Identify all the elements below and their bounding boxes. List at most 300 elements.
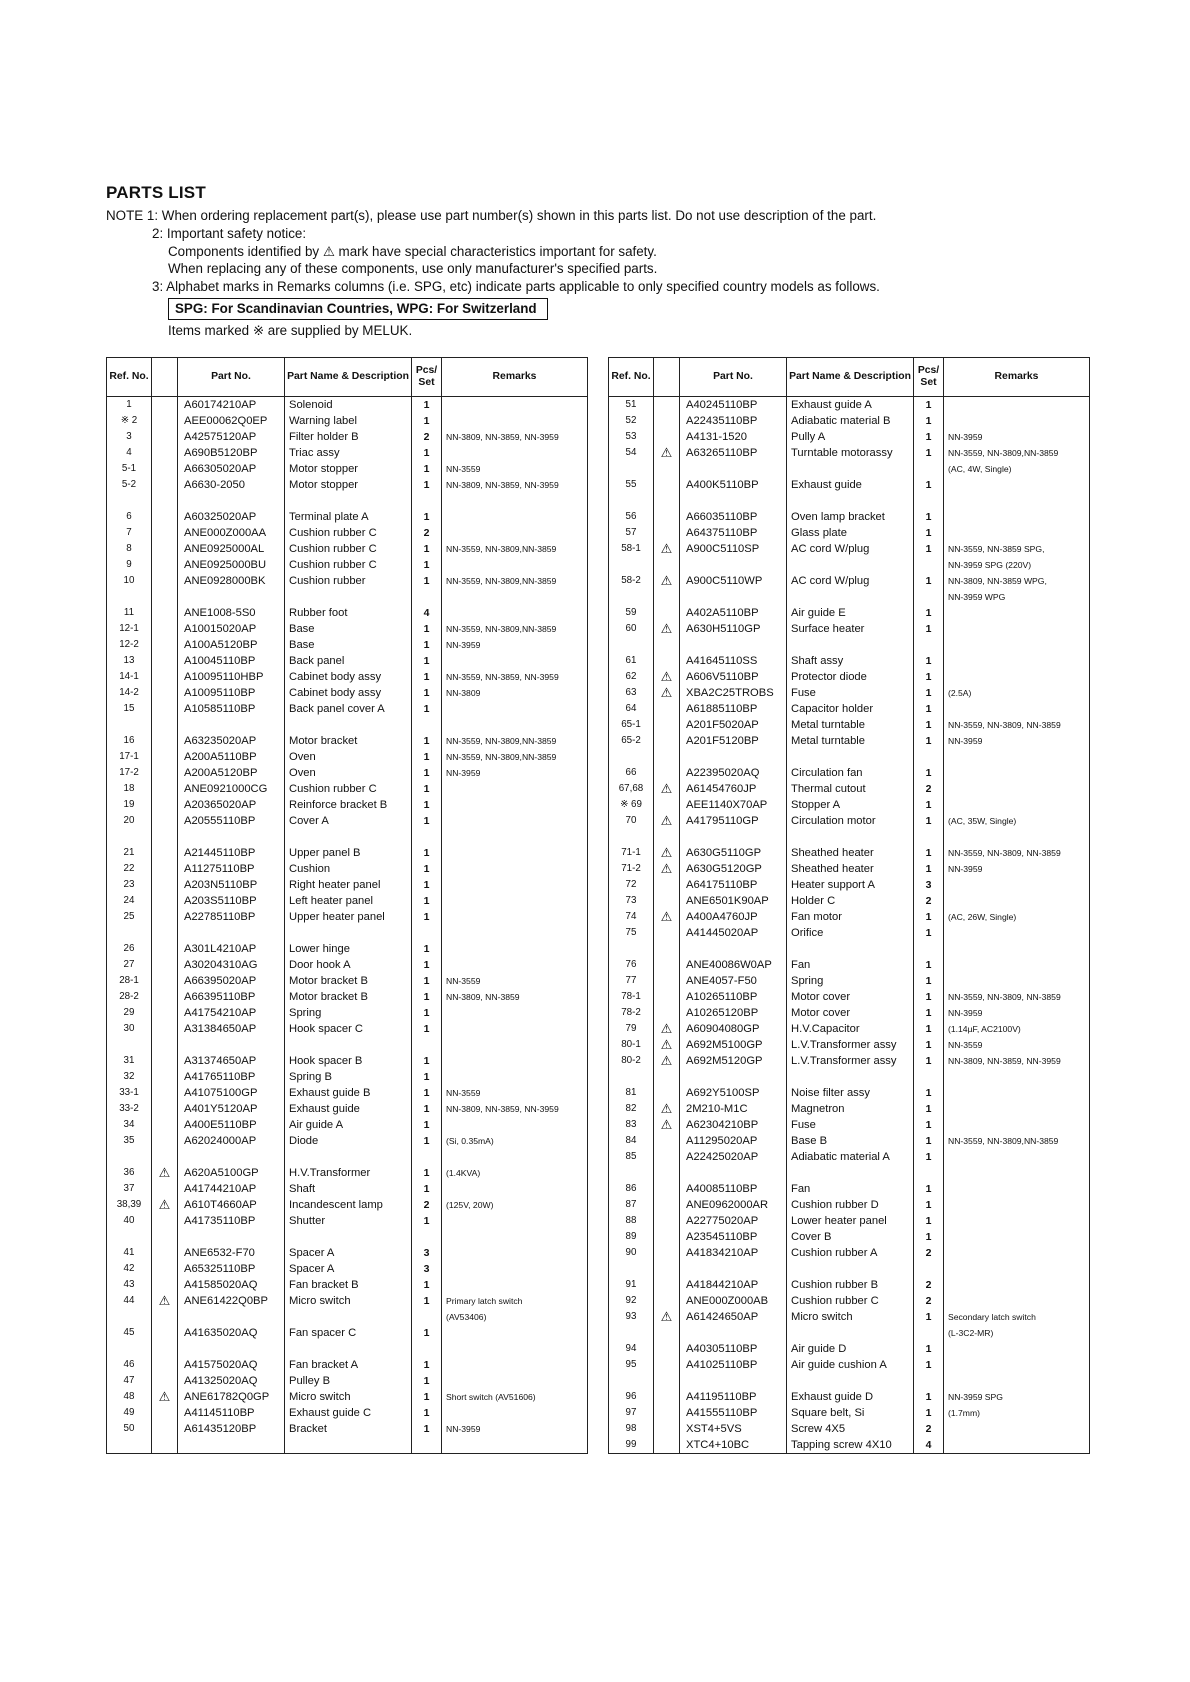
qty-cell: 1	[412, 893, 442, 909]
remarks-cell	[442, 909, 588, 925]
qty-cell	[412, 589, 442, 605]
ref-cell: 61	[609, 653, 654, 669]
safety-mark-icon	[654, 1197, 680, 1213]
table-row	[609, 925, 1090, 941]
description-cell: Cushion rubber C	[285, 541, 412, 557]
table-row	[609, 957, 1090, 973]
safety-mark-icon: ⚠	[654, 861, 680, 877]
ref-cell	[609, 557, 654, 573]
table-row	[107, 1005, 588, 1021]
header-remarks: Remarks	[442, 358, 588, 397]
description-cell: Magnetron	[787, 1101, 914, 1117]
qty-cell: 1	[412, 1357, 442, 1373]
part-no-cell: A610T4660AP	[178, 1197, 285, 1213]
qty-cell: 1	[412, 1101, 442, 1117]
ref-cell	[609, 1261, 654, 1277]
safety-mark-icon: ⚠	[654, 1101, 680, 1117]
description-cell: Cushion rubber A	[787, 1245, 914, 1261]
remarks-cell	[944, 1069, 1090, 1085]
qty-cell: 1	[914, 1101, 944, 1117]
ref-cell: 12-1	[107, 621, 152, 637]
ref-cell	[609, 1069, 654, 1085]
header-mark	[152, 358, 178, 397]
note-2-a: Components identified by ⚠ mark have special characteristics important for safety.	[168, 243, 657, 259]
qty-cell: 1	[914, 957, 944, 973]
description-cell: Fuse	[787, 1117, 914, 1133]
safety-mark-icon: ⚠	[654, 541, 680, 557]
safety-mark-icon	[654, 413, 680, 429]
ref-cell: 71-2	[609, 861, 654, 877]
table-row	[107, 1213, 588, 1229]
part-no-cell: A63235020AP	[178, 733, 285, 749]
ref-cell: 78-1	[609, 989, 654, 1005]
remarks-cell	[442, 1213, 588, 1229]
qty-cell: 1	[412, 909, 442, 925]
qty-cell	[412, 717, 442, 733]
ref-cell: 37	[107, 1181, 152, 1197]
remarks-cell	[944, 1149, 1090, 1165]
description-cell: Thermal cutout	[787, 781, 914, 797]
qty-cell: 1	[412, 685, 442, 701]
ref-cell: 83	[609, 1117, 654, 1133]
part-no-cell: A402A5110BP	[680, 605, 787, 621]
description-cell: Cushion	[285, 861, 412, 877]
safety-mark-icon	[152, 893, 178, 909]
safety-mark-icon	[152, 1101, 178, 1117]
qty-cell	[412, 1037, 442, 1053]
safety-mark-icon	[152, 557, 178, 573]
safety-mark-icon	[152, 829, 178, 845]
qty-cell: 1	[914, 1357, 944, 1373]
qty-cell: 1	[412, 1133, 442, 1149]
ref-cell: 5-2	[107, 477, 152, 493]
safety-mark-icon	[152, 1245, 178, 1261]
qty-cell: 1	[914, 1405, 944, 1421]
remarks-cell	[442, 525, 588, 541]
part-no-cell: A201F5020AP	[680, 717, 787, 733]
description-cell: Warning label	[285, 413, 412, 429]
remarks-cell	[944, 877, 1090, 893]
description-cell	[285, 1229, 412, 1245]
table-row	[609, 1085, 1090, 1101]
safety-mark-icon	[654, 1069, 680, 1085]
safety-mark-icon	[152, 1373, 178, 1389]
qty-cell: 1	[914, 1309, 944, 1325]
ref-cell: 9	[107, 557, 152, 573]
table-row	[107, 717, 588, 733]
table-row	[609, 413, 1090, 429]
part-no-cell	[680, 941, 787, 957]
remarks-cell	[442, 397, 588, 414]
description-cell: Air guide cushion A	[787, 1357, 914, 1373]
safety-mark-icon	[654, 509, 680, 525]
safety-mark-icon: ⚠	[654, 909, 680, 925]
description-cell: Lower hinge	[285, 941, 412, 957]
remarks-cell	[442, 557, 588, 573]
description-cell: Motor bracket	[285, 733, 412, 749]
safety-mark-icon	[654, 1149, 680, 1165]
remarks-cell: (AC, 35W, Single)	[944, 813, 1090, 829]
remarks-cell	[944, 893, 1090, 909]
ref-cell: 32	[107, 1069, 152, 1085]
qty-cell: 1	[914, 925, 944, 941]
table-row	[107, 861, 588, 877]
qty-cell	[412, 1341, 442, 1357]
ref-cell: 72	[609, 877, 654, 893]
safety-mark-icon: ⚠	[654, 1117, 680, 1133]
safety-mark-icon	[654, 701, 680, 717]
parts-table-left-body	[107, 397, 588, 1454]
remarks-cell	[944, 1181, 1090, 1197]
part-no-cell: A22435110BP	[680, 413, 787, 429]
remarks-cell	[944, 477, 1090, 493]
part-no-cell: A630G5120GP	[680, 861, 787, 877]
description-cell: AC cord W/plug	[787, 573, 914, 589]
part-no-cell: A11295020AP	[680, 1133, 787, 1149]
part-no-cell: ANE0921000CG	[178, 781, 285, 797]
table-row	[107, 1101, 588, 1117]
remarks-cell	[442, 1037, 588, 1053]
ref-cell: 27	[107, 957, 152, 973]
remarks-cell	[944, 1373, 1090, 1389]
qty-cell: 1	[914, 1053, 944, 1069]
remarks-cell: NN-3559	[442, 973, 588, 989]
ref-cell: 41	[107, 1245, 152, 1261]
ref-cell	[107, 925, 152, 941]
qty-cell: 1	[914, 1005, 944, 1021]
remarks-cell	[944, 621, 1090, 637]
header-ref: Ref. No.	[609, 358, 654, 397]
part-no-cell: A41834210AP	[680, 1245, 787, 1261]
part-no-cell: A41575020AQ	[178, 1357, 285, 1373]
qty-cell: 1	[412, 413, 442, 429]
description-cell: Micro switch	[285, 1293, 412, 1309]
safety-mark-icon: ⚠	[654, 813, 680, 829]
ref-cell: ※ 2	[107, 413, 152, 429]
qty-cell: 1	[412, 861, 442, 877]
part-no-cell: A6630-2050	[178, 477, 285, 493]
table-row	[107, 1293, 588, 1309]
table-row	[609, 1165, 1090, 1181]
parts-table-left	[106, 357, 588, 1454]
safety-mark-icon	[152, 781, 178, 797]
qty-cell: 1	[412, 541, 442, 557]
remarks-cell	[944, 1261, 1090, 1277]
qty-cell: 1	[412, 1181, 442, 1197]
ref-cell: 67,68	[609, 781, 654, 797]
ref-cell	[107, 1037, 152, 1053]
page-title: PARTS LIST	[106, 183, 206, 202]
description-cell: Orifice	[787, 925, 914, 941]
ref-cell	[609, 941, 654, 957]
safety-mark-icon	[654, 829, 680, 845]
qty-cell: 1	[412, 765, 442, 781]
qty-cell: 1	[914, 1389, 944, 1405]
remarks-cell	[442, 957, 588, 973]
table-row	[609, 877, 1090, 893]
table-row	[107, 509, 588, 525]
table-row	[609, 765, 1090, 781]
remarks-cell	[944, 829, 1090, 845]
description-cell: Door hook A	[285, 957, 412, 973]
remarks-cell: NN-3809, NN-3859, NN-3959	[442, 477, 588, 493]
description-cell: Adiabatic material A	[787, 1149, 914, 1165]
remarks-cell: NN-3959	[944, 861, 1090, 877]
ref-cell	[107, 1437, 152, 1454]
ref-cell: 11	[107, 605, 152, 621]
part-no-cell	[680, 1261, 787, 1277]
ref-cell: 7	[107, 525, 152, 541]
remarks-cell	[944, 669, 1090, 685]
remarks-cell: NN-3559	[442, 461, 588, 477]
qty-cell: 1	[914, 1341, 944, 1357]
remarks-cell	[442, 605, 588, 621]
ref-cell: 5-1	[107, 461, 152, 477]
description-cell	[787, 1373, 914, 1389]
part-no-cell: ANE000Z000AB	[680, 1293, 787, 1309]
part-no-cell: A41635020AQ	[178, 1325, 285, 1341]
table-row	[107, 605, 588, 621]
safety-mark-icon	[152, 941, 178, 957]
description-cell: L.V.Transformer assy	[787, 1037, 914, 1053]
safety-mark-icon	[152, 1053, 178, 1069]
table-row	[107, 1357, 588, 1373]
part-no-cell	[680, 1373, 787, 1389]
description-cell: Cabinet body assy	[285, 685, 412, 701]
safety-mark-icon	[152, 1229, 178, 1245]
part-no-cell: A66395020AP	[178, 973, 285, 989]
remarks-cell: NN-3559, NN-3809,NN-3859	[442, 541, 588, 557]
table-row	[609, 1245, 1090, 1261]
description-cell: Solenoid	[285, 397, 412, 414]
table-row	[107, 813, 588, 829]
table-row	[609, 845, 1090, 861]
description-cell: Fuse	[787, 685, 914, 701]
ref-cell: 74	[609, 909, 654, 925]
ref-cell: 97	[609, 1405, 654, 1421]
qty-cell: 3	[412, 1261, 442, 1277]
remarks-cell	[944, 525, 1090, 541]
ref-cell: 13	[107, 653, 152, 669]
table-row	[609, 1437, 1090, 1454]
qty-cell: 1	[412, 1085, 442, 1101]
ref-cell: 22	[107, 861, 152, 877]
qty-cell: 1	[914, 989, 944, 1005]
remarks-cell	[944, 413, 1090, 429]
part-no-cell: A10265120BP	[680, 1005, 787, 1021]
table-row	[609, 909, 1090, 925]
remarks-cell	[944, 1085, 1090, 1101]
table-row	[107, 1053, 588, 1069]
remarks-cell	[442, 717, 588, 733]
ref-cell: 25	[107, 909, 152, 925]
table-row	[107, 637, 588, 653]
safety-mark-icon	[654, 1085, 680, 1101]
qty-cell: 1	[914, 973, 944, 989]
description-cell: Upper panel B	[285, 845, 412, 861]
qty-cell: 1	[412, 477, 442, 493]
remarks-cell: (1.14µF, AC2100V)	[944, 1021, 1090, 1037]
remarks-cell: Primary latch switch	[442, 1293, 588, 1309]
description-cell: Motor bracket B	[285, 989, 412, 1005]
remarks-cell	[442, 1325, 588, 1341]
description-cell: Oven	[285, 765, 412, 781]
safety-mark-icon	[654, 1437, 680, 1454]
table-row	[609, 1037, 1090, 1053]
qty-cell: 1	[914, 1229, 944, 1245]
description-cell: Noise filter assy	[787, 1085, 914, 1101]
header-description: Part Name & Description	[285, 358, 412, 397]
table-row	[609, 1325, 1090, 1341]
remarks-cell	[442, 1053, 588, 1069]
parts-table-right-body	[609, 397, 1090, 1454]
description-cell	[787, 1261, 914, 1277]
remarks-cell: NN-3559, NN-3809, NN-3859	[944, 845, 1090, 861]
safety-mark-icon	[654, 1325, 680, 1341]
table-row	[609, 1357, 1090, 1373]
safety-mark-icon	[152, 1437, 178, 1454]
description-cell: Fan bracket B	[285, 1277, 412, 1293]
description-cell: Left heater panel	[285, 893, 412, 909]
table-row	[107, 701, 588, 717]
description-cell: Motor stopper	[285, 477, 412, 493]
table-row	[107, 909, 588, 925]
remarks-cell	[442, 845, 588, 861]
part-no-cell: A4131-1520	[680, 429, 787, 445]
qty-cell: 1	[412, 557, 442, 573]
qty-cell: 1	[412, 653, 442, 669]
qty-cell	[914, 461, 944, 477]
qty-cell: 1	[914, 1021, 944, 1037]
table-row	[609, 541, 1090, 557]
table-row	[609, 1197, 1090, 1213]
safety-mark-icon	[152, 1357, 178, 1373]
safety-mark-icon	[654, 653, 680, 669]
table-row	[609, 653, 1090, 669]
part-no-cell: A10095110HBP	[178, 669, 285, 685]
qty-cell: 2	[914, 1277, 944, 1293]
ref-cell: 30	[107, 1021, 152, 1037]
qty-cell: 2	[914, 781, 944, 797]
qty-cell	[914, 941, 944, 957]
part-no-cell: A10265110BP	[680, 989, 787, 1005]
safety-mark-icon: ⚠	[654, 685, 680, 701]
safety-mark-icon	[152, 445, 178, 461]
safety-mark-icon	[152, 749, 178, 765]
qty-cell: 1	[412, 1293, 442, 1309]
safety-mark-icon	[152, 1133, 178, 1149]
safety-mark-icon	[152, 717, 178, 733]
part-no-cell: A900C5110SP	[680, 541, 787, 557]
remarks-cell	[442, 1229, 588, 1245]
description-cell	[285, 1341, 412, 1357]
safety-mark-icon	[152, 925, 178, 941]
part-no-cell: A401Y5120AP	[178, 1101, 285, 1117]
part-no-cell: 2M210-M1C	[680, 1101, 787, 1117]
ref-cell: 46	[107, 1357, 152, 1373]
description-cell: Base B	[787, 1133, 914, 1149]
qty-cell: 1	[914, 509, 944, 525]
ref-cell: 65-1	[609, 717, 654, 733]
table-row	[609, 1421, 1090, 1437]
qty-cell: 1	[412, 877, 442, 893]
qty-cell: 1	[412, 1213, 442, 1229]
remarks-cell	[442, 941, 588, 957]
remarks-cell	[442, 653, 588, 669]
safety-mark-icon	[152, 813, 178, 829]
safety-mark-icon: ⚠	[654, 781, 680, 797]
ref-cell: 15	[107, 701, 152, 717]
description-cell: Cover A	[285, 813, 412, 829]
remarks-cell	[442, 493, 588, 509]
description-cell: Cushion rubber C	[285, 557, 412, 573]
ref-cell	[609, 1373, 654, 1389]
table-row	[107, 1373, 588, 1389]
table-row	[609, 477, 1090, 493]
table-row	[107, 1117, 588, 1133]
ref-cell	[107, 829, 152, 845]
safety-mark-icon	[152, 413, 178, 429]
ref-cell	[107, 1229, 152, 1245]
table-row	[609, 445, 1090, 461]
safety-mark-icon: ⚠	[654, 669, 680, 685]
table-row	[609, 685, 1090, 701]
qty-cell: 1	[914, 1117, 944, 1133]
remarks-cell	[944, 1229, 1090, 1245]
remarks-cell: (1.4KVA)	[442, 1165, 588, 1181]
ref-cell	[609, 589, 654, 605]
table-row	[609, 557, 1090, 573]
part-no-cell: A30204310AG	[178, 957, 285, 973]
safety-mark-icon	[152, 1085, 178, 1101]
remarks-cell: (1.7mm)	[944, 1405, 1090, 1421]
table-row	[609, 1277, 1090, 1293]
part-no-cell	[178, 1309, 285, 1325]
remarks-cell: NN-3559, NN-3809,NN-3859	[944, 1133, 1090, 1149]
remarks-cell: NN-3809	[442, 685, 588, 701]
remarks-cell	[944, 1341, 1090, 1357]
safety-mark-icon	[654, 605, 680, 621]
part-no-cell: A630G5110GP	[680, 845, 787, 861]
qty-cell: 1	[412, 1117, 442, 1133]
part-no-cell: ANE0928000BK	[178, 573, 285, 589]
remarks-cell	[442, 1181, 588, 1197]
qty-cell: 1	[914, 669, 944, 685]
safety-mark-icon	[152, 1021, 178, 1037]
qty-cell: 1	[412, 1069, 442, 1085]
ref-cell: 84	[609, 1133, 654, 1149]
description-cell: Exhaust guide A	[787, 397, 914, 414]
parts-table-right	[608, 357, 1090, 1454]
remarks-cell: NN-3559, NN-3859 SPG,	[944, 541, 1090, 557]
part-no-cell: A201F5120BP	[680, 733, 787, 749]
description-cell: Exhaust guide B	[285, 1085, 412, 1101]
description-cell	[285, 589, 412, 605]
table-row	[609, 717, 1090, 733]
part-no-cell: A42575120AP	[178, 429, 285, 445]
part-no-cell: A400K5110BP	[680, 477, 787, 493]
remarks-cell: NN-3809, NN-3859	[442, 989, 588, 1005]
part-no-cell: XBA2C25TROBS	[680, 685, 787, 701]
remarks-cell: NN-3959	[944, 429, 1090, 445]
part-no-cell: A64375110BP	[680, 525, 787, 541]
note-3: 3: Alphabet marks in Remarks columns (i.e. SPG, etc) indicate parts applicable to only specified country models as follows.	[152, 279, 880, 295]
qty-cell: 1	[412, 749, 442, 765]
safety-mark-icon	[654, 589, 680, 605]
ref-cell: 65-2	[609, 733, 654, 749]
remarks-cell	[442, 1261, 588, 1277]
description-cell: Lower heater panel	[787, 1213, 914, 1229]
